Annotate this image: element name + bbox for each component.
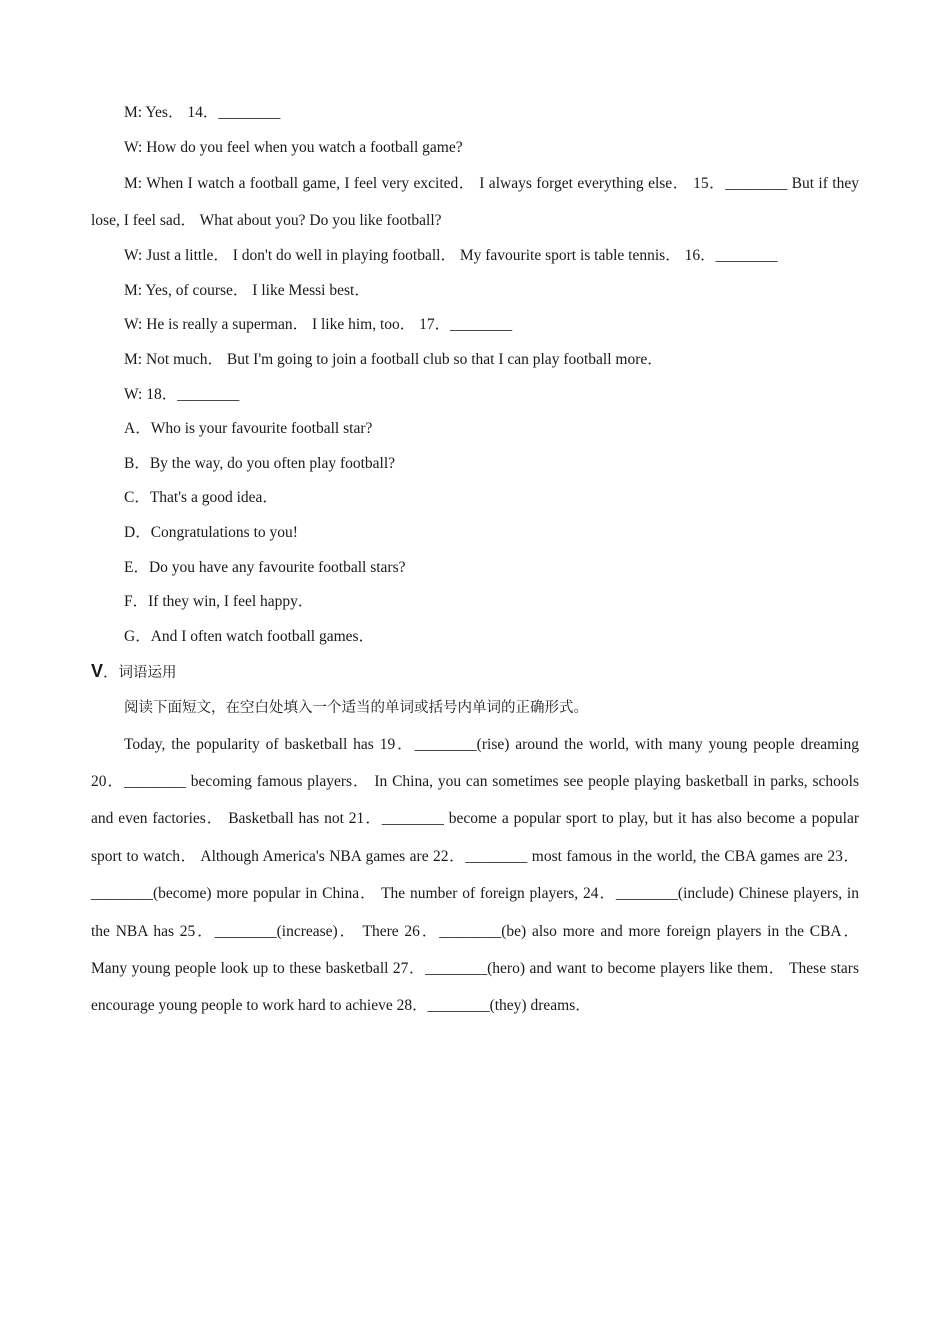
document-page [91,96,859,1025]
section-numeral: V [91,661,104,682]
section-heading [91,654,859,691]
dialogue-line-18: W: 18．________ [124,385,240,403]
dialogue-line-17: W: He is really a superman． I like him, too． 17．________ [124,316,513,334]
dialogue-line-16: W: Just a little． I don't do well in playing football． My favourite sport is table tennis． 16．________ [124,247,778,265]
option-a: A．Who is your favourite football star? [124,420,373,438]
section-separator: ． [103,664,119,682]
option-f: F．If they win, I feel happy． [124,593,314,611]
option-d: D．Congratulations to you! [124,523,298,541]
dialogue-line-14: M: Yes． 14．________ [124,104,281,121]
dialogue-line-15: M: When I watch a football game, I feel very excited． I always forget everything else． 15．________ But if they lose, I feel sad． What about you? Do you like football? [91,175,859,230]
section-instruction: 阅读下面短文，在空白处填入一个适当的单词或括号内单词的正确形式。 [124,699,588,716]
option-b: B．By the way, do you often play football? [124,454,396,472]
dialogue-line: W: How do you feel when you watch a football game? [124,138,463,156]
option-c: C．That's a good idea． [124,489,278,507]
section-title: 词语运用 [118,665,177,682]
cloze-passage: Today, the popularity of basketball has 19．________(rise) around the world, with many young people dreaming 20．________ becoming famous players． In China, you can sometimes see people playing basketball in parks, schools and even factories． Basketball has not 21．________ become a popular sport to play, but it has also become a popular sport to watch． Although America's NBA games are 22．________ most famous in the world, the CBA games are 23．________(become) more popular in China． The number of foreign players, 24．________(include) Chinese players, in the NBA has 25．________(increase)． There 26．________(be) also more and more foreign players in the CBA． Many young people look up to these basketball 27．________(hero) and want to become players like them． These stars encourage young people to work hard to achieve 28．________(they) dreams． [91,735,859,1015]
dialogue-line: M: Yes, of course． I like Messi best． [124,281,370,299]
dialogue-line: M: Not much． But I'm going to join a football club so that I can play football more． [124,350,663,368]
option-g: G．And I often watch football games． [124,627,375,645]
option-e: E．Do you have any favourite football stars? [124,558,406,576]
